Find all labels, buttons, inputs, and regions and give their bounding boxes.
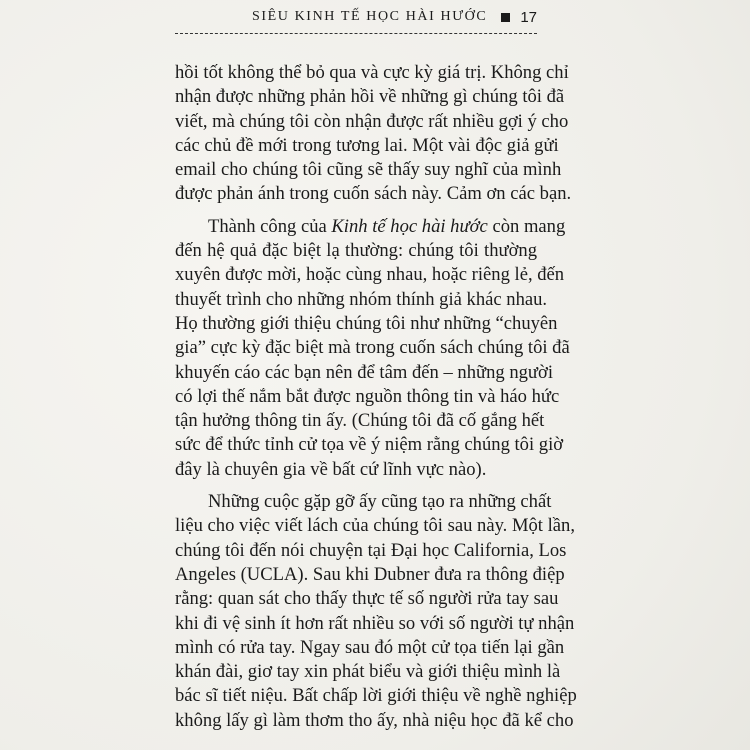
text-line: gia” cực kỳ đặc biệt mà trong cuốn sách chúng tôi đã xyxy=(175,337,570,359)
running-head xyxy=(175,6,537,28)
paragraph xyxy=(175,61,572,207)
text-line: nhận được những phản hồi về những gì chúng tôi đã xyxy=(175,86,565,108)
paragraph xyxy=(175,490,577,733)
text-line: Họ thường giới thiệu chúng tôi như những “chuyên xyxy=(175,312,558,334)
paragraph xyxy=(175,215,570,482)
text-line: email cho chúng tôi cũng sẽ thấy suy nghĩ của mình xyxy=(175,159,562,181)
text-line: chúng tôi đến nói chuyện tại Đại học California, Los xyxy=(175,539,567,561)
text-line: Những cuộc gặp gỡ ấy cũng tạo ra những chất xyxy=(208,491,552,513)
text-line: tận hưởng thông tin ấy. (Chúng tôi đã cố gắng hết xyxy=(175,410,545,432)
text-line: khi đi vệ sinh ít hơn rất nhiều so với số người tự nhận xyxy=(175,612,575,634)
text-line: sức để thức tỉnh cử tọa về ý niệm rằng chúng tôi giờ xyxy=(175,434,564,456)
square-bullet-icon xyxy=(501,13,510,22)
text-line xyxy=(175,215,566,239)
text-line: khuyến cáo các bạn nên để tâm đến – những người xyxy=(175,361,553,383)
text-line: viết, mà chúng tôi còn nhận được rất nhiều gợi ý cho xyxy=(175,110,569,132)
body-text xyxy=(175,61,577,741)
text-line: mình có rửa tay. Ngay sau đó một cử tọa tiến lại gần xyxy=(175,636,565,658)
text-line: đến hệ quả đặc biệt lạ thường: chúng tôi thường xyxy=(175,240,537,262)
header-dashed-rule xyxy=(175,33,537,34)
text-line: xuyên được mời, hoặc cùng nhau, hoặc riêng lẻ, đến xyxy=(175,264,565,286)
text-segment: còn mang xyxy=(487,215,566,237)
text-line: hồi tốt không thể bỏ qua và cực kỳ giá trị. Không chỉ xyxy=(175,62,569,83)
text-line: liệu cho việc viết lách của chúng tôi sau này. Một lần, xyxy=(175,515,575,537)
text-line: đây là chuyên gia về bất cứ lĩnh vực nào). xyxy=(175,458,487,480)
text-line: có lợi thế nắm bắt được nguồn thông tin và háo hức xyxy=(175,385,560,407)
text-line: bác sĩ tiết niệu. Bất chấp lời giới thiệu về nghề nghiệp xyxy=(175,685,577,707)
text-segment: Thành công của xyxy=(208,215,332,237)
text-line: được phản ánh trong cuốn sách này. Cảm ơn các bạn. xyxy=(175,183,572,205)
text-line: các chủ đề mới trong tương lai. Một vài độc giả gửi xyxy=(175,134,559,156)
text-line: rằng: quan sát cho thấy thực tế số người rửa tay sau xyxy=(175,588,559,610)
page-number: 17 xyxy=(520,8,537,26)
running-head-title: SIÊU KINH TẾ HỌC HÀI HƯỚC xyxy=(251,9,488,24)
text-line: khán đài, giơ tay xin phát biểu và giới thiệu mình là xyxy=(175,661,561,683)
text-line: thuyết trình cho những nhóm thính giả khác nhau. xyxy=(175,288,548,310)
italic-book-title: Kinh tế học hài hước xyxy=(331,215,488,237)
text-line: Angeles (UCLA). Sau khi Dubner đưa ra thông điệp xyxy=(175,563,565,585)
text-line: không lấy gì làm thơm tho ấy, nhà niệu học đã kể cho xyxy=(175,709,574,731)
